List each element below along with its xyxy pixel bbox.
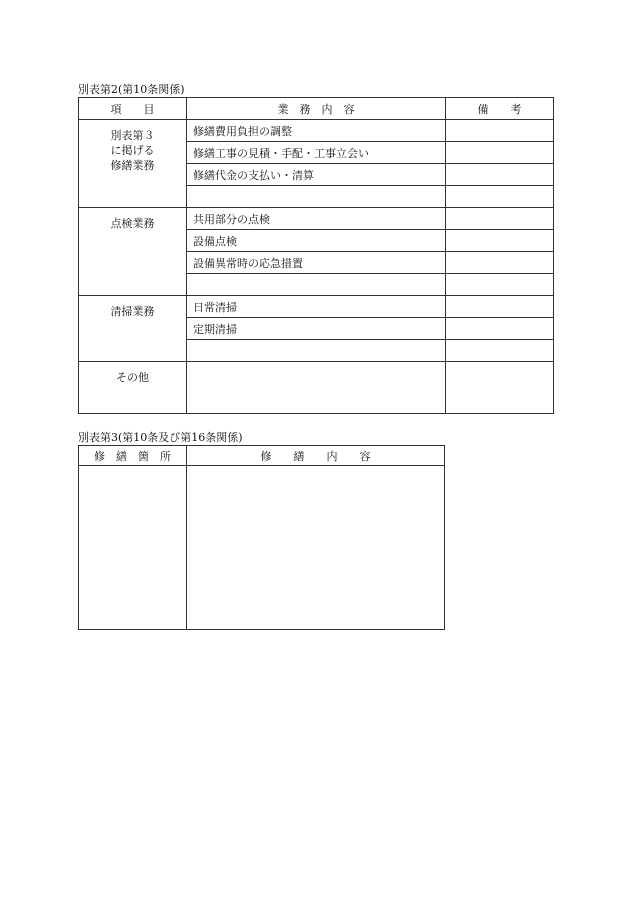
remarks-cell	[446, 120, 554, 142]
remarks-cell	[446, 208, 554, 230]
header-item: 項 目	[79, 98, 187, 120]
table-row	[79, 120, 554, 142]
table-row	[79, 296, 554, 318]
content-cell: 共用部分の点検	[187, 208, 446, 230]
remarks-cell	[446, 230, 554, 252]
content-cell: 日常清掃	[187, 296, 446, 318]
remarks-cell	[446, 296, 554, 318]
table-row	[79, 208, 554, 230]
header-location: 修 繕 箇 所	[79, 446, 187, 466]
table-row	[79, 362, 554, 414]
content-cell	[187, 340, 446, 362]
category-cleaning	[79, 296, 187, 362]
location-cell	[79, 466, 187, 630]
category-other	[79, 362, 187, 414]
category-repair	[79, 120, 187, 208]
remarks-cell	[446, 274, 554, 296]
content-cell	[187, 274, 446, 296]
repair-content-cell	[187, 466, 445, 630]
content-cell	[187, 362, 446, 414]
remarks-cell	[446, 186, 554, 208]
content-cell: 修繕代金の支払い・清算	[187, 164, 446, 186]
category-inspection	[79, 208, 187, 296]
header-remarks: 備 考	[446, 98, 554, 120]
header-repair-content: 修 繕 内 容	[187, 446, 445, 466]
table-row	[79, 466, 445, 630]
category-line: 別表第３	[110, 129, 155, 142]
table2	[78, 97, 554, 414]
header-content: 業 務 内 容	[187, 98, 446, 120]
content-cell: 設備異常時の応急措置	[187, 252, 446, 274]
category-line: 修繕業務	[110, 159, 155, 172]
content-cell: 修繕工事の見積・手配・工事立会い	[187, 142, 446, 164]
content-cell: 修繕費用負担の調整	[187, 120, 446, 142]
remarks-cell	[446, 318, 554, 340]
table3-caption: 別表第3(第10条及び第16条関係)	[78, 431, 243, 444]
category-line: 点検業務	[110, 217, 155, 230]
remarks-cell	[446, 362, 554, 414]
remarks-cell	[446, 252, 554, 274]
content-cell	[187, 186, 446, 208]
category-line: その他	[116, 371, 149, 384]
content-cell: 定期清掃	[187, 318, 446, 340]
remarks-cell	[446, 164, 554, 186]
table2-caption: 別表第2(第10条関係)	[78, 83, 185, 96]
content-cell: 設備点検	[187, 230, 446, 252]
remarks-cell	[446, 142, 554, 164]
category-line: 清掃業務	[110, 305, 155, 318]
table3	[78, 445, 445, 630]
category-line: に掲げる	[110, 144, 155, 157]
remarks-cell	[446, 340, 554, 362]
